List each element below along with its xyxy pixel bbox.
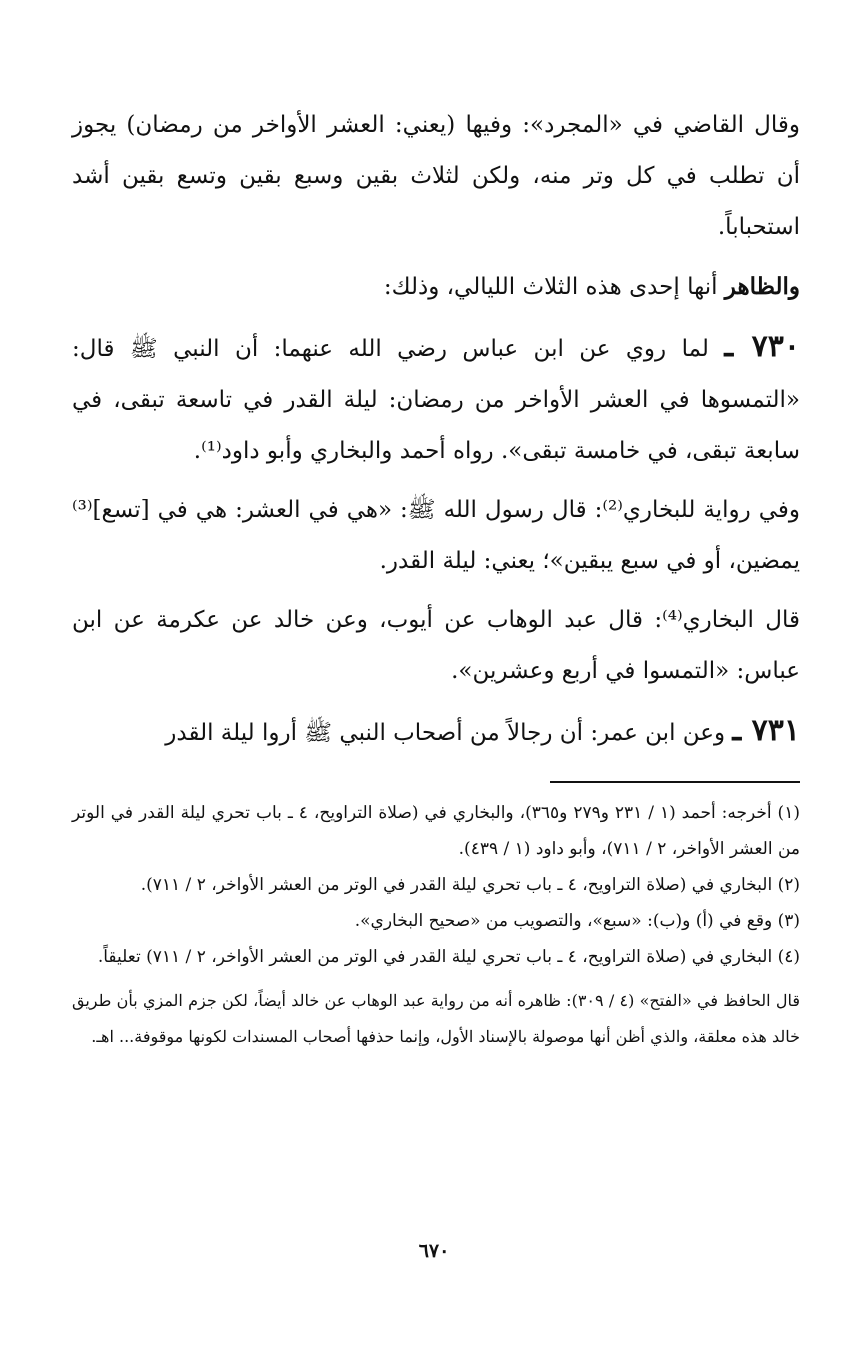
page-content (72, 100, 800, 1055)
footnote-divider (550, 781, 800, 783)
footnote-3: (٣) وقع في (أ) و(ب): «سبع»، والتصويب من «صحيح البخاري». (354, 911, 800, 931)
footnotes (72, 795, 800, 1055)
hadith-731 (72, 705, 800, 759)
hadith-730-number: ٧٣٠ ـ (724, 329, 800, 364)
hadith-731-number: ٧٣١ ـ (732, 713, 800, 748)
footnote-2: (٢) البخاري في (صلاة التراويح، ٤ ـ باب تحري ليلة القدر في الوتر من العشر الأواخر، ٢ / ٧١١). (140, 875, 800, 895)
footnote-commentary: قال الحافظ في «الفتح» (٤ / ٣٠٩): ظاهره أنه من رواية عبد الوهاب عن خالد أيضاً، لكن جزم المزي بأن طريق خالد هذه معلقة، والذي أظن أنها موصولة بالإسناد الأول، وإنما حذفها أصحاب المسندات لكونها موقوفة... اهـ. (72, 991, 800, 1046)
page-number: ٦٧٠ (418, 1240, 450, 1262)
paragraph-bukhari-qala: قال البخاري⁽⁴⁾: قال عبد الوهاب عن أيوب، وعن خالد عن عكرمة عن ابن عباس: «التمسوا في أربع وعشرين». (72, 607, 800, 684)
hadith-730 (72, 321, 800, 477)
paragraph-zahir-lead: والظاهر (724, 273, 800, 300)
paragraph-qadi: وقال القاضي في «المجرد»: وفيها (يعني: العشر الأواخر من رمضان) يجوز أن تطلب في كل وتر منه، ولكن لثلاث بقين وسبع بقين وتسع بقين أشد استحباباً. (72, 112, 800, 240)
main-text (72, 100, 800, 759)
hadith-730-text: لما روي عن ابن عباس رضي الله عنهما: أن النبي ﷺ قال: «التمسوها في العشر الأواخر من رمضان: ليلة القدر في تاسعة تبقى، في سابعة تبقى، في خامسة تبقى». رواه أحمد والبخاري وأبو داود⁽¹⁾. (72, 336, 800, 464)
paragraph-zahir-rest: أنها إحدى هذه الثلاث الليالي، وذلك: (383, 274, 725, 300)
footnote-1: (١) أخرجه: أحمد (١ / ٢٣١ و٢٧٩ و٣٦٥)، والبخاري في (صلاة التراويح، ٤ ـ باب تحري ليلة القدر في الوتر من العشر الأواخر، ٢ / ٧١١)، وأبو داود (١ / ٤٣٩). (72, 803, 800, 859)
paragraph-zahir (72, 261, 800, 313)
paragraph-bukhari-riwaya: وفي رواية للبخاري⁽²⁾: قال رسول الله ﷺ: «هي في العشر: هي في [تسع]⁽³⁾ يمضين، أو في سبع يبقين»؛ يعني: ليلة القدر. (72, 497, 801, 574)
hadith-731-text: وعن ابن عمر: أن رجالاً من أصحاب النبي ﷺ أروا ليلة القدر (165, 720, 733, 746)
footnote-4: (٤) البخاري في (صلاة التراويح، ٤ ـ باب تحري ليلة القدر في الوتر من العشر الأواخر، ٢ / ٧١١) تعليقاً. (97, 947, 800, 967)
